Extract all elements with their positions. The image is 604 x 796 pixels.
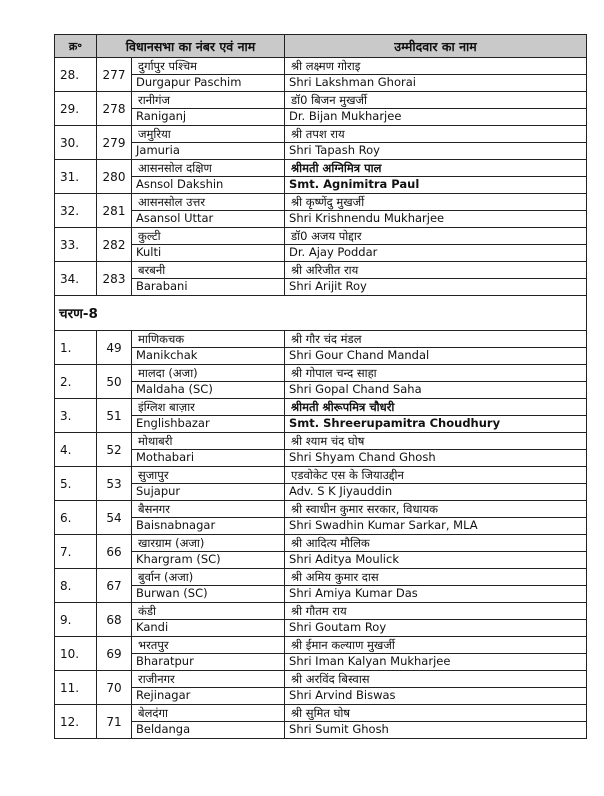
constituency-number-cell: 67 [97,569,132,603]
constituency-name-hindi: मोथाबरी [138,434,173,448]
table-row [55,92,587,126]
table-row [55,467,587,501]
constituency-name-cell [132,92,285,126]
candidate-name-cell [285,637,587,671]
candidate-name-hindi: श्री आदित्य मौलिक [291,536,370,550]
constituency-name-cell [132,433,285,467]
candidate-name-hindi: एडवोकेट एस के जियाउद्दीन [291,468,404,482]
constituency-name-cell [132,705,285,739]
constituency-number-cell: 70 [97,671,132,705]
candidate-name-english: Shri Krishnendu Mukharjee [289,211,445,225]
table-row [55,194,587,228]
constituency-name-hindi: कंडी [138,604,156,618]
table-header [55,35,587,58]
constituency-number-cell: 280 [97,160,132,194]
candidate-table [54,34,587,739]
candidate-name-english: Shri Arijit Roy [289,279,367,293]
constituency-number-cell: 283 [97,262,132,296]
candidate-name-english: Shri Goutam Roy [289,620,387,634]
serial-cell: 5. [55,467,97,501]
constituency-name-english: Baisnabnagar [136,518,216,532]
serial-cell: 7. [55,535,97,569]
constituency-name-hindi: कुल्टी [138,229,161,243]
candidate-name-english: Shri Gour Chand Mandal [289,348,430,362]
candidate-name-english: Dr. Ajay Poddar [289,245,378,259]
candidate-name-cell [285,126,587,160]
constituency-name-hindi: खारग्राम (अजा) [138,536,205,550]
constituency-name-english: Sujapur [136,484,181,498]
serial-cell: 34. [55,262,97,296]
constituency-name-hindi: सुजापुर [138,468,169,482]
serial-cell: 1. [55,331,97,365]
constituency-name-english: Maldaha (SC) [136,382,213,396]
candidate-name-cell [285,262,587,296]
serial-cell: 2. [55,365,97,399]
constituency-name-cell [132,671,285,705]
constituency-name-hindi: मालदा (अजा) [138,366,198,380]
serial-cell: 4. [55,433,97,467]
candidate-name-cell [285,535,587,569]
constituency-number-cell: 282 [97,228,132,262]
constituency-name-hindi: इंग्लिश बाज़ार [138,400,195,414]
candidate-name-english: Shri Aditya Moulick [289,552,399,566]
candidate-name-english: Shri Gopal Chand Saha [289,382,422,396]
table-row [55,126,587,160]
constituency-name-english: Durgapur Paschim [136,75,242,89]
constituency-name-english: Burwan (SC) [136,586,208,600]
table-body [55,58,587,739]
table-row [55,637,587,671]
serial-cell: 28. [55,58,97,92]
constituency-header: विधानसभा का नंबर एवं नाम [97,35,285,58]
constituency-name-hindi: जमुरिया [138,127,171,141]
constituency-name-english: Bharatpur [136,654,194,668]
candidate-name-cell [285,331,587,365]
candidate-name-cell [285,92,587,126]
table-row [55,58,587,92]
candidate-name-english: Shri Iman Kalyan Mukharjee [289,654,451,668]
table-row [55,331,587,365]
constituency-name-cell [132,262,285,296]
constituency-name-cell [132,194,285,228]
constituency-name-cell [132,58,285,92]
constituency-number-cell: 66 [97,535,132,569]
table-row [55,671,587,705]
constituency-name-hindi: बैसनगर [138,502,170,516]
serial-header: क्र॰ [55,35,97,58]
candidate-name-cell [285,160,587,194]
constituency-name-hindi: बरबनी [138,263,166,277]
constituency-name-hindi: आसनसोल उत्तर [138,195,206,209]
constituency-number-cell: 54 [97,501,132,535]
table-row [55,228,587,262]
candidate-name-english: Shri Arvind Biswas [289,688,396,702]
constituency-number-cell: 279 [97,126,132,160]
constituency-name-cell [132,501,285,535]
serial-cell: 10. [55,637,97,671]
constituency-name-hindi: माणिकचक [138,332,185,346]
table-row [55,160,587,194]
constituency-name-cell [132,160,285,194]
constituency-number-cell: 278 [97,92,132,126]
candidate-name-english: Adv. S K Jiyauddin [289,484,393,498]
table-row [55,501,587,535]
phase-row [55,296,587,331]
candidate-name-hindi: श्री ईमान कल्याण मुखर्जी [291,638,395,652]
phase-label: चरण-8 [55,296,587,331]
constituency-number-cell: 69 [97,637,132,671]
candidate-name-hindi: श्री गौर चंद मंडल [291,332,362,346]
serial-cell: 12. [55,705,97,739]
candidate-name-cell [285,603,587,637]
constituency-name-english: Manikchak [136,348,198,362]
candidate-name-english: Smt. Agnimitra Paul [289,177,420,191]
serial-cell: 11. [55,671,97,705]
constituency-number-cell: 49 [97,331,132,365]
candidate-name-cell [285,228,587,262]
candidate-name-hindi: श्री अमिय कुमार दास [291,570,379,584]
constituency-name-cell [132,126,285,160]
table-row [55,433,587,467]
constituency-name-hindi: राजीनगर [138,672,175,686]
constituency-name-cell [132,331,285,365]
candidate-name-hindi: श्री तपश राय [291,127,345,141]
candidate-name-hindi: डॉ0 अजय पोद्दार [291,229,362,243]
candidate-name-cell [285,365,587,399]
constituency-name-english: Rejinagar [136,688,191,702]
candidate-name-english: Shri Sumit Ghosh [289,722,389,736]
constituency-name-cell [132,399,285,433]
constituency-name-english: Asnsol Dakshin [136,177,224,191]
candidate-name-hindi: श्री श्याम चंद घोष [291,434,365,448]
candidate-name-hindi: डॉ0 बिजन मुखर्जी [291,93,368,107]
candidate-name-cell [285,501,587,535]
constituency-name-english: Asansol Uttar [136,211,214,225]
constituency-name-english: Beldanga [136,722,191,736]
serial-cell: 31. [55,160,97,194]
candidate-name-cell [285,569,587,603]
candidate-name-hindi: श्रीमती अग्निमित्र पाल [291,161,382,175]
constituency-name-english: Jamuria [136,143,180,157]
constituency-name-hindi: रानीगंज [138,93,171,107]
candidate-name-english: Smt. Shreerupamitra Choudhury [289,416,501,430]
table-row [55,399,587,433]
candidate-name-cell [285,467,587,501]
constituency-name-hindi: बुर्वान (अजा) [138,570,194,584]
candidate-name-hindi: श्रीमती श्रीरूपमित्र चौधरी [291,400,395,414]
candidate-name-english: Shri Shyam Chand Ghosh [289,450,436,464]
constituency-name-cell [132,603,285,637]
constituency-name-english: Mothabari [136,450,195,464]
constituency-name-hindi: बेलदंगा [138,706,168,720]
candidate-name-hindi: श्री स्वाधीन कुमार सरकार, विधायक [291,502,438,516]
candidate-name-cell [285,194,587,228]
serial-cell: 6. [55,501,97,535]
serial-cell: 29. [55,92,97,126]
serial-cell: 30. [55,126,97,160]
constituency-name-cell [132,637,285,671]
table-row [55,603,587,637]
serial-cell: 3. [55,399,97,433]
candidate-name-cell [285,58,587,92]
table-row [55,535,587,569]
candidate-name-cell [285,399,587,433]
candidate-name-hindi: श्री कृष्णेंदु मुखर्जी [291,195,365,209]
constituency-name-hindi: दुर्गापुर पश्चिम [138,59,198,73]
candidate-name-english: Dr. Bijan Mukharjee [289,109,402,123]
constituency-number-cell: 281 [97,194,132,228]
candidate-name-english: Shri Tapash Roy [289,143,380,157]
candidate-name-english: Shri Amiya Kumar Das [289,586,418,600]
candidate-name-hindi: श्री लक्ष्मण गोराइ [291,59,361,73]
table-row [55,262,587,296]
candidate-header: उम्मीदवार का नाम [285,35,587,58]
candidate-name-hindi: श्री गोपाल चन्द साहा [291,366,377,380]
constituency-name-hindi: भरतपुर [138,638,169,652]
constituency-number-cell: 50 [97,365,132,399]
constituency-name-cell [132,365,285,399]
serial-cell: 33. [55,228,97,262]
constituency-name-cell [132,228,285,262]
candidate-name-hindi: श्री अरविंद बिस्वास [291,672,370,686]
candidate-name-hindi: श्री अरिजीत राय [291,263,359,277]
constituency-name-cell [132,467,285,501]
constituency-name-english: Barabani [136,279,188,293]
constituency-name-english: Kandi [136,620,169,634]
constituency-name-english: Kulti [136,245,162,259]
candidate-name-cell [285,433,587,467]
constituency-number-cell: 68 [97,603,132,637]
constituency-name-cell [132,569,285,603]
table-row [55,365,587,399]
candidate-name-hindi: श्री गौतम राय [291,604,347,618]
serial-cell: 9. [55,603,97,637]
candidate-name-cell [285,705,587,739]
table-row [55,705,587,739]
candidate-name-english: Shri Lakshman Ghorai [289,75,416,89]
candidate-name-cell [285,671,587,705]
constituency-number-cell: 51 [97,399,132,433]
constituency-name-cell [132,535,285,569]
candidate-name-hindi: श्री सुमित घोष [291,706,351,720]
constituency-number-cell: 53 [97,467,132,501]
constituency-name-english: Khargram (SC) [136,552,221,566]
constituency-number-cell: 52 [97,433,132,467]
serial-cell: 8. [55,569,97,603]
constituency-number-cell: 71 [97,705,132,739]
table-row [55,569,587,603]
constituency-number-cell: 277 [97,58,132,92]
candidate-name-english: Shri Swadhin Kumar Sarkar, MLA [289,518,478,532]
constituency-name-english: Englishbazar [136,416,210,430]
constituency-name-hindi: आसनसोल दक्षिण [138,161,212,175]
serial-cell: 32. [55,194,97,228]
constituency-name-english: Raniganj [136,109,187,123]
